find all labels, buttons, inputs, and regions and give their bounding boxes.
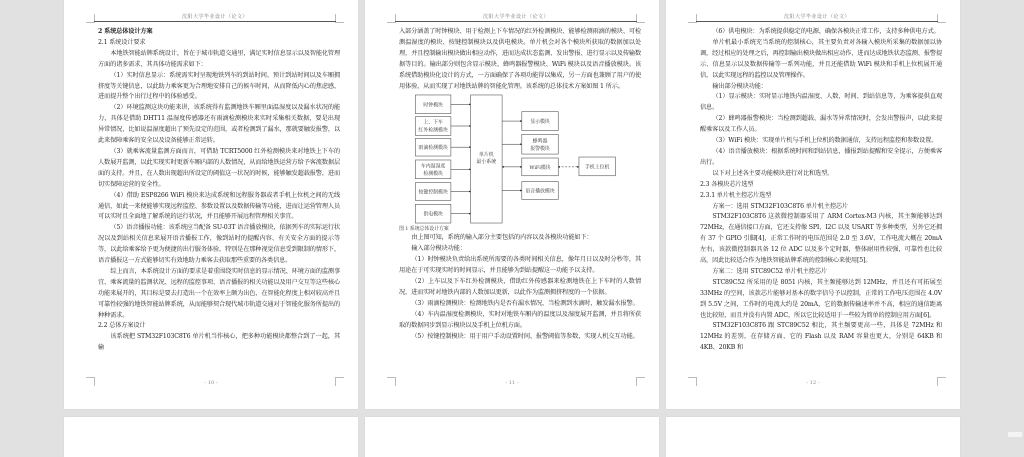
paragraph: 单片机最小系统充当系统的控制核心，其主要负责对各输入模块所采集的数据加以协调，经过相应的处理之后，再控制输出模块做出相应动作，进而达成地铁状态监测、报警提示、信息显示以及数据传输等一系列功能，并且还能借助 WiFi 模块和手机上位机展开通信，以此实现远程的监控以及管理操作。 [700,38,942,79]
block-label: 蜂鸣器 [532,139,548,146]
block-label: 手机上位机 [584,164,610,171]
block-label: 最小系统 [476,159,497,166]
subsection-heading: 2.3.1 单片机主控芯片选型 [700,191,772,199]
block-label: 单片机 [478,152,494,159]
block-label: 语音播放模块 [525,188,555,195]
figure-caption: 图 1 系统总体设计方案 [399,226,449,233]
paragraph: 方案二：选用 STC89C52 单片机主控芯片 [712,267,827,275]
document-page-next [666,417,960,457]
block-label: 供电模块 [423,212,443,219]
corner-mark [636,14,645,23]
corner-mark [335,14,344,23]
block-label: 时钟模块 [423,102,443,109]
page-number: - 11 - [505,380,519,386]
document-page-next [64,417,358,457]
paragraph: 输出部分模块功能： [712,82,767,90]
system-block-diagram [362,93,656,225]
paragraph: （1）显示模块：实时显示地铁内温湿度、人数、时间、到站信息等，为乘客提供直观信息。 [700,93,942,112]
paragraph: （2）蜂鸣器报警模块：当检测到超载、漏水等异常情况时，会发出警报声，以此来提醒乘客以及工作人员。 [700,115,942,134]
block-label: 车内温湿度 [420,163,446,170]
document-page-11 [365,0,659,409]
paragraph: （3）雨滴检测模块：检测地铁内是否有漏水情况，当检测到水滴时，触发漏水报警。 [411,299,639,307]
paragraph: 方案一：选用 STM32F103C8T6 单片机主控芯片 [712,202,848,210]
block-label: 检测模块 [423,171,443,178]
header-rule [395,21,637,22]
paragraph: （4）车内温湿度检测模块，实时对地铁车厢内的温度以及湿度展开监测，并且将所获取的数据同步到显示模块以及手机上位机方面。 [399,310,641,329]
section-heading: 2.1 系统设计要求 [98,38,146,46]
paragraph: （5）按键控制模块：用于用户手动设置时间、报警阈值等参数，实现人机交互功能。 [411,332,639,340]
paragraph: 入部分涵盖了时钟模块、用于检测上下车情况的红外检测模块、能够检测雨滴的模块、可检测温湿度的模块、按键控制模块以及供电模块。单片机会对各个模块所获取的数据加以处理，并且控制输出模块做出相应动作，进而达成状态监测、发出警报、进行显示以及传输数据等目的。输出部分则包含显示模块、蜂鸣器报警模块、WiFi 模块以及语音播放模块。该系统借助模块化设计的方式，一方面确保了各项功能得以集成，另一方面也兼顾了用户的使用体验，从而实现了对地铁站牌的智能化管理。该系统的总体技术方案如图 1 所示。 [399,28,641,90]
corner-mark [937,14,946,23]
paragraph: 输入部分模块功能： [411,245,466,253]
paragraph: （4）语音播放模块：根据系统时间和到站信息，播报到站提醒和安全提示，方便乘客出行。 [700,147,942,166]
document-page-next [365,417,659,457]
page-header: 沈阳大学毕业设计（论文） [181,14,248,20]
header-rule [94,21,336,22]
paragraph: （2）环境监测这块功能来讲，该系统得有监测地铁车厢里面温湿度以及漏水状况的能力，具体是借助 DHT11 温湿度传感器还有雨滴检测模块来实时采集相关数据，要是出现异常情况，比如说温湿度超出了预先设定的范围，或者检测到了漏水，那就要触发报警，以此来保障乘客的安全以及设备能够正常运转。 [98,104,340,145]
paragraph: （2）上车以及下车红外检测模块，借助红外传感器来检测地铁在上下车时的人数情况，进而实时对地铁内部的人数加以更新，以此作为监测拥挤程度的一个依据。 [399,278,641,296]
block-label: 显示模块 [530,119,550,126]
paragraph: （3）WiFi 模块：实现单片机与手机上位机的数据通信，支持远程监控和参数设置。 [712,137,938,145]
block-label: 报警模块 [530,146,550,153]
document-page-10 [64,0,358,409]
block-label: 雨滴检测模块 [418,145,448,152]
paragraph: （1）实时信息显示：系统需实时呈现地铁列车的到站时间、预计到站时间以及车厢拥挤度等关键信息，以此助力乘客更为合理地安排自己的候车时间，从而降低内心的焦虑感，进而提升整个出行过程中的体验感受。 [98,71,340,101]
paragraph: STM32F103C8T6 这款微控制器采用了 ARM Cortex-M3 内核，其主频能够达到 72MHz，在通信接口方面，它还支持像 SPI、I2C 以及 USART 等多种类型，另外它还拥有 37 个 GPIO 引脚[4]，正常工作时的电压范围是 2.0 至 3.6V，工作电流大概在 20mA 左右，该款微控制器具备 12 位 ADC 以及多个定时器，整体耐用性较强，可靠性也比较高，因此比较适合作为地铁智能站牌系统的控制核心来使用[5]。 [700,213,942,265]
paragraph: 该系统把 STM32F103C8T6 单片机当作核心，把多种功能模块都整合到了一起，其输 [98,333,340,352]
block-label: 按键控制模块 [418,189,448,196]
scrollbar[interactable] [1008,432,1022,437]
paragraph: STM32F103C8T6 跟 STC89C52 相比，其主频要更高一些，具体是 72MHz 和 12MHz 的差别，在存储方面，它的 Flash 以及 RAM 容量也更大，分别是 64KB 和 4KB、20KB 和 [700,322,942,352]
header-rule [696,21,938,22]
page-header: 沈阳大学毕业设计（论文） [783,14,850,20]
page-body [98,27,340,354]
paragraph: （5）语音播报功能：该系统应当配备 SU-03T 语音播放模块，依据列车的实际运行状况以及到站相关信息来展开语音播报工作，像到站时的提醒内容、有关安全方面的提示等等，以此给乘客给予更为便捷的出行服务体验，特别是在那种视觉信息受到限制的情形下，语音播报这一方式能够切实有效地助力乘客去获取那些重要的各类信息。 [98,224,340,265]
paragraph: 以下对上述各主要功能模块进行对比和选型。 [712,169,834,177]
page-body [700,27,942,354]
document-page-12 [666,0,960,409]
block-label: 上、下车 [423,119,443,126]
block-label: WiFi模块 [529,165,551,172]
block-label: 红外检测模块 [418,127,448,134]
page-body [399,27,641,343]
page-number: - 12 - [806,380,820,386]
page-number: - 10 - [204,380,218,386]
paragraph: 由上图可知，系统的输入部分主要包括的内容以及各模块功能如下： [411,234,593,242]
paragraph: （3）就乘客流量监测方面而言，可借助 TCRT5000 红外检测模块来对地铁上下车的人数展开监测，以此实现实时更新车厢内部的人数情况，从而给地铁运营方给予客流数据层面的支持。并且，在人数出现超出所设定的阈值这一状况的时候，能够触发超载报警，进而切实保障运营的安全性。 [98,147,340,188]
paragraph: 本地铁智能站牌系统设计，旨在于城市轨道交通里，满足实时信息显示以及智能化管理方面的诸多需求，其具体功能需求如下： [98,49,340,68]
paragraph: （1）时钟模块负责给出系统所需要的各类时间相关信息，像年月日以及时分秒等，其用途在于可实现实时的时间显示，并且能够为到站提醒这一功能予以支持。 [399,256,641,275]
paragraph: （4）借助 ESP8266 WiFi 模块来达成系统和远程服务器或者手机上位机之间的无线通信，如此一来便能够实现远程监控、参数设置以及数据传输等功能，进而让运营管理人员可以实时且全面地了解系统的运行状况，并且能够开展远程管理相关事宜。 [98,191,340,221]
chapter-heading: 2 系统总体设计方案 [98,28,153,35]
paragraph: 综上而言，本系统设计方面的要求是着重围绕实时信息的显示情况、环境方面的监测事宜、乘客流量的监测状况、远程的监控事项、语音播报的相关功能以及用户交互等这些核心功能来展开的，其目标是要去打造出一个在效率上颇为出色、在智能化程度上相对较高并且可靠性较强的地铁智能站牌系统，从而能够契合现代城市轨道交通对于智能化服务所提出的种种需求。 [98,267,340,319]
paragraph: STC89C52 所采用的是 8051 内核，其主频能够达到 12MHz，并且还有可拓展至 33MHz 的空间，该款芯片能够对基本的数字信号予以控制，正常的工作电压范围在 4.0V 到 5.5V 之间，工作时的电流大约是 20mA，它的数据传输速率并不高，相应的通信距离也比较短，而且并没有内置 ADC，所以它比较适用于一些较为简单的控制应用方面[6]。 [700,278,942,319]
section-heading: 2.2 总体方案设计 [98,322,146,330]
page-header: 沈阳大学毕业设计（论文） [482,14,549,20]
section-heading: 2.3 各模块芯片选型 [700,180,754,188]
paragraph: （6）供电模块：为系统提供稳定的电源，确保各模块正常工作，支持多种供电方式。 [712,28,940,35]
